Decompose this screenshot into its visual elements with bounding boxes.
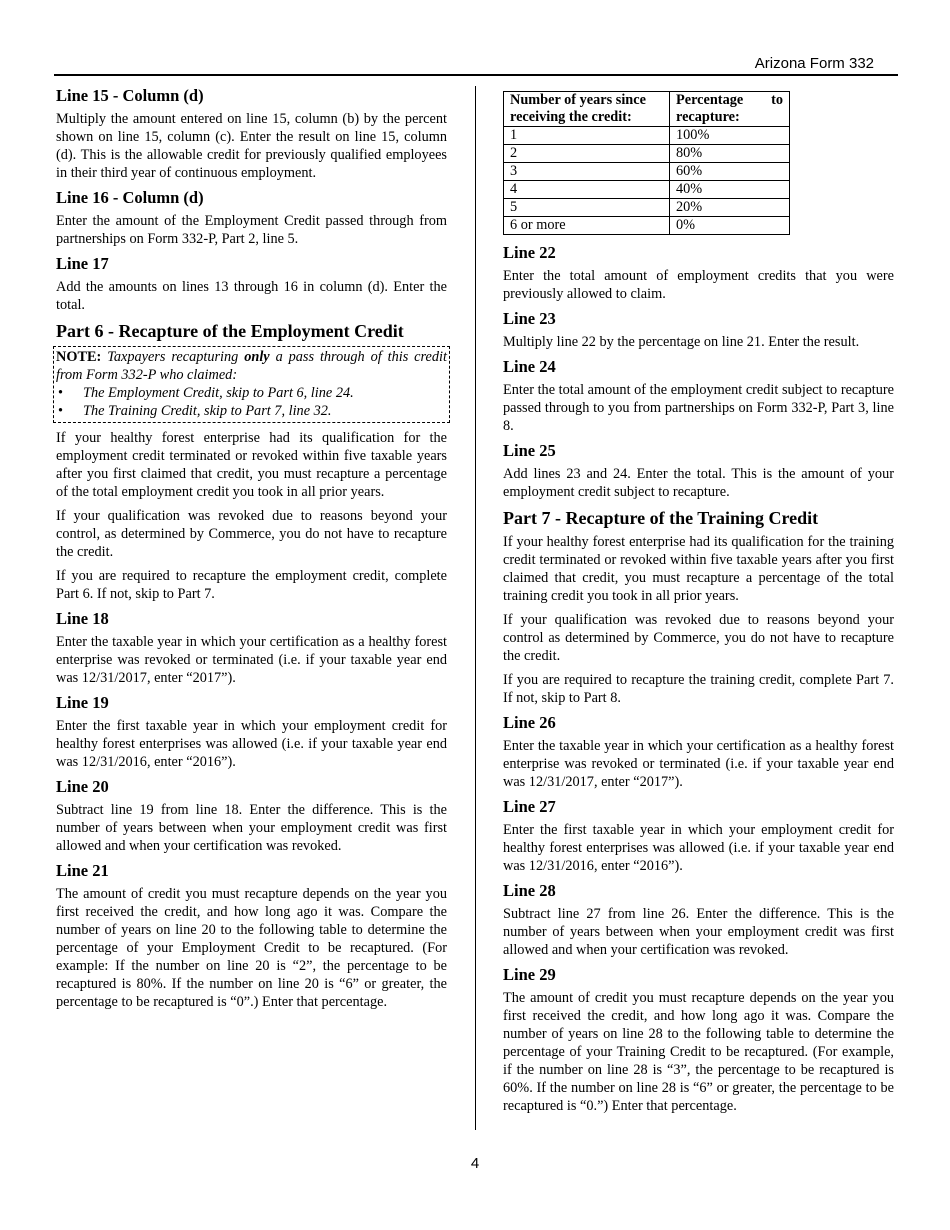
note-item-employment: • The Employment Credit, skip to Part 6, line 24. xyxy=(56,384,447,402)
page-number: 4 xyxy=(470,1155,480,1172)
line28-text: Subtract line 27 from line 26. Enter the difference. This is the number of years between when your employment credit was first allowed and when your certification was revoked. xyxy=(503,906,894,958)
years-header: Number of years since receiving the credit: xyxy=(504,92,670,127)
line29-heading: Line 29 xyxy=(503,965,556,984)
percentage-header-c: recapture: xyxy=(676,109,740,125)
line25-heading: Line 25 xyxy=(503,441,556,460)
line18-text: Enter the taxable year in which your certification as a healthy forest enterprise was revoked or terminated (i.e. if your taxable year end was 12/31/2017, enter “2017”). xyxy=(56,634,447,686)
percentage-cell: 20% xyxy=(670,199,790,217)
line19-heading: Line 19 xyxy=(56,693,109,712)
years-cell: 3 xyxy=(504,163,670,181)
line28-heading: Line 28 xyxy=(503,881,556,900)
part7-para1: If your healthy forest enterprise had its qualification for the training credit terminated or revoked within five taxable years after you first claimed that credit, you must recapture a percentage of the total training credit you took in all prior years. xyxy=(503,534,894,604)
line26-heading: Line 26 xyxy=(503,713,556,732)
part6-para1: If your healthy forest enterprise had its qualification for the employment credit terminated or revoked within five taxable years after you first claimed that credit, you must recapture a percentage of the total employment credit you took in all prior years. xyxy=(56,430,447,500)
years-cell: 1 xyxy=(504,127,670,145)
years-cell: 6 or more xyxy=(504,217,670,235)
part6-heading: Part 6 - Recapture of the Employment Credit xyxy=(56,321,404,341)
line17-text: Add the amounts on lines 13 through 16 in column (d). Enter the total. xyxy=(56,279,447,313)
line22-text: Enter the total amount of employment credits that you were previously allowed to claim. xyxy=(503,268,894,302)
years-cell: 2 xyxy=(504,145,670,163)
line26-text: Enter the taxable year in which your certification as a healthy forest enterprise was revoked or terminated (i.e. if your taxable year end was 12/31/2017, enter “2017”). xyxy=(503,738,894,790)
line24-heading: Line 24 xyxy=(503,357,556,376)
percentage-header xyxy=(670,92,790,127)
percentage-cell: 60% xyxy=(670,163,790,181)
percentage-cell: 100% xyxy=(670,127,790,145)
line22-heading: Line 22 xyxy=(503,243,556,262)
line19-text: Enter the first taxable year in which your employment credit for healthy forest enterprises was allowed (i.e. if your taxable year end was 12/31/2016, enter “2016”). xyxy=(56,718,447,770)
line29-text: The amount of credit you must recapture depends on the year you first received the credit, and how long ago it was. Compare the number of years on line 28 to the following table to determine the percentage of your Training Credit to be recaptured. (For example, if the number on line 28 is “3”, the percentage to be recaptured is 60%. If the number on line 28 is “6” or greater, the percentage to be recaptured is “0.”) Enter that percentage. xyxy=(503,990,894,1114)
part7-heading: Part 7 - Recapture of the Training Credit xyxy=(503,508,819,528)
line21-heading: Line 21 xyxy=(56,861,109,880)
years-cell: 5 xyxy=(504,199,670,217)
line20-text: Subtract line 19 from line 18. Enter the difference. This is the number of years between when your employment credit was first allowed and when your certification was revoked. xyxy=(56,802,447,854)
table-row xyxy=(504,199,790,217)
percentage-header-b: to xyxy=(771,92,783,108)
line27-heading: Line 27 xyxy=(503,797,556,816)
line24-text: Enter the total amount of the employment credit subject to recapture passed through to you from partnerships on Form 332-P, Part 3, line 8. xyxy=(503,382,894,434)
line17-heading: Line 17 xyxy=(56,254,109,273)
column-divider xyxy=(475,86,476,1130)
note-emphasis: only xyxy=(244,349,270,365)
part6-para3: If you are required to recapture the employment credit, complete Part 6. If not, skip to Part 7. xyxy=(56,568,447,602)
left-column xyxy=(56,86,447,1017)
table-header-row xyxy=(504,92,790,127)
table-row xyxy=(504,181,790,199)
right-column xyxy=(503,91,894,1121)
line16d-text: Enter the amount of the Employment Credit passed through from partnerships on Form 332-P, Part 2, line 5. xyxy=(56,213,447,247)
line15d-heading: Line 15 - Column (d) xyxy=(56,86,204,105)
line16d-heading: Line 16 - Column (d) xyxy=(56,188,204,207)
note-item-training: • The Training Credit, skip to Part 7, line 32. xyxy=(56,402,447,420)
years-cell: 4 xyxy=(504,181,670,199)
part6-para2: If your qualification was revoked due to reasons beyond your control, as determined by Commerce, you do not have to recapture the credit. xyxy=(56,508,447,560)
percentage-cell: 40% xyxy=(670,181,790,199)
line21-text: The amount of credit you must recapture depends on the year you first received the credit, and how long ago it was. Compare the number of years on line 20 to the following table to determine the percentage of your Employment Credit to be recaptured. (For example: If the number on line 20 is “2”, the percentage to be recaptured is 80%. If the number on line 20 is “6” or greater, the percentage to be recaptured is “0”.) Enter that percentage. xyxy=(56,886,447,1010)
note-text-after: a pass through of this credit from Form 332-P who claimed: xyxy=(56,349,447,383)
form-name: Arizona Form 332 xyxy=(754,55,874,72)
line27-text: Enter the first taxable year in which your employment credit for healthy forest enterprises was allowed (i.e. if your taxable year end was 12/31/2016, enter “2016”). xyxy=(503,822,894,874)
percentage-cell: 0% xyxy=(670,217,790,235)
table-row xyxy=(504,145,790,163)
table-row xyxy=(504,163,790,181)
recapture-table xyxy=(503,91,790,235)
line25-text: Add lines 23 and 24. Enter the total. This is the amount of your employment credit subject to recapture. xyxy=(503,466,894,500)
line23-heading: Line 23 xyxy=(503,309,556,328)
line15d-text: Multiply the amount entered on line 15, column (b) by the percent shown on line 15, column (c). Enter the result on line 15, column (d). This is the allowable credit for previously qualified employees in their third year of continuous employment. xyxy=(56,111,447,181)
note-list xyxy=(56,384,447,420)
header-rule xyxy=(54,74,898,76)
table-row xyxy=(504,217,790,235)
part7-para3: If you are required to recapture the training credit, complete Part 7. If not, skip to Part 8. xyxy=(503,672,894,706)
table-row xyxy=(504,127,790,145)
percentage-cell: 80% xyxy=(670,145,790,163)
percentage-header-a: Percentage xyxy=(676,92,744,108)
part7-para2: If your qualification was revoked due to reasons beyond your control as determined by Commerce, you do not have to recapture the credit. xyxy=(503,612,894,664)
line18-heading: Line 18 xyxy=(56,609,109,628)
note-box xyxy=(53,346,450,423)
note-label: NOTE: xyxy=(56,349,102,365)
note-text-before: Taxpayers recapturing xyxy=(107,349,239,365)
note-text xyxy=(56,348,447,384)
line23-text: Multiply line 22 by the percentage on line 21. Enter the result. xyxy=(503,334,860,350)
line20-heading: Line 20 xyxy=(56,777,109,796)
